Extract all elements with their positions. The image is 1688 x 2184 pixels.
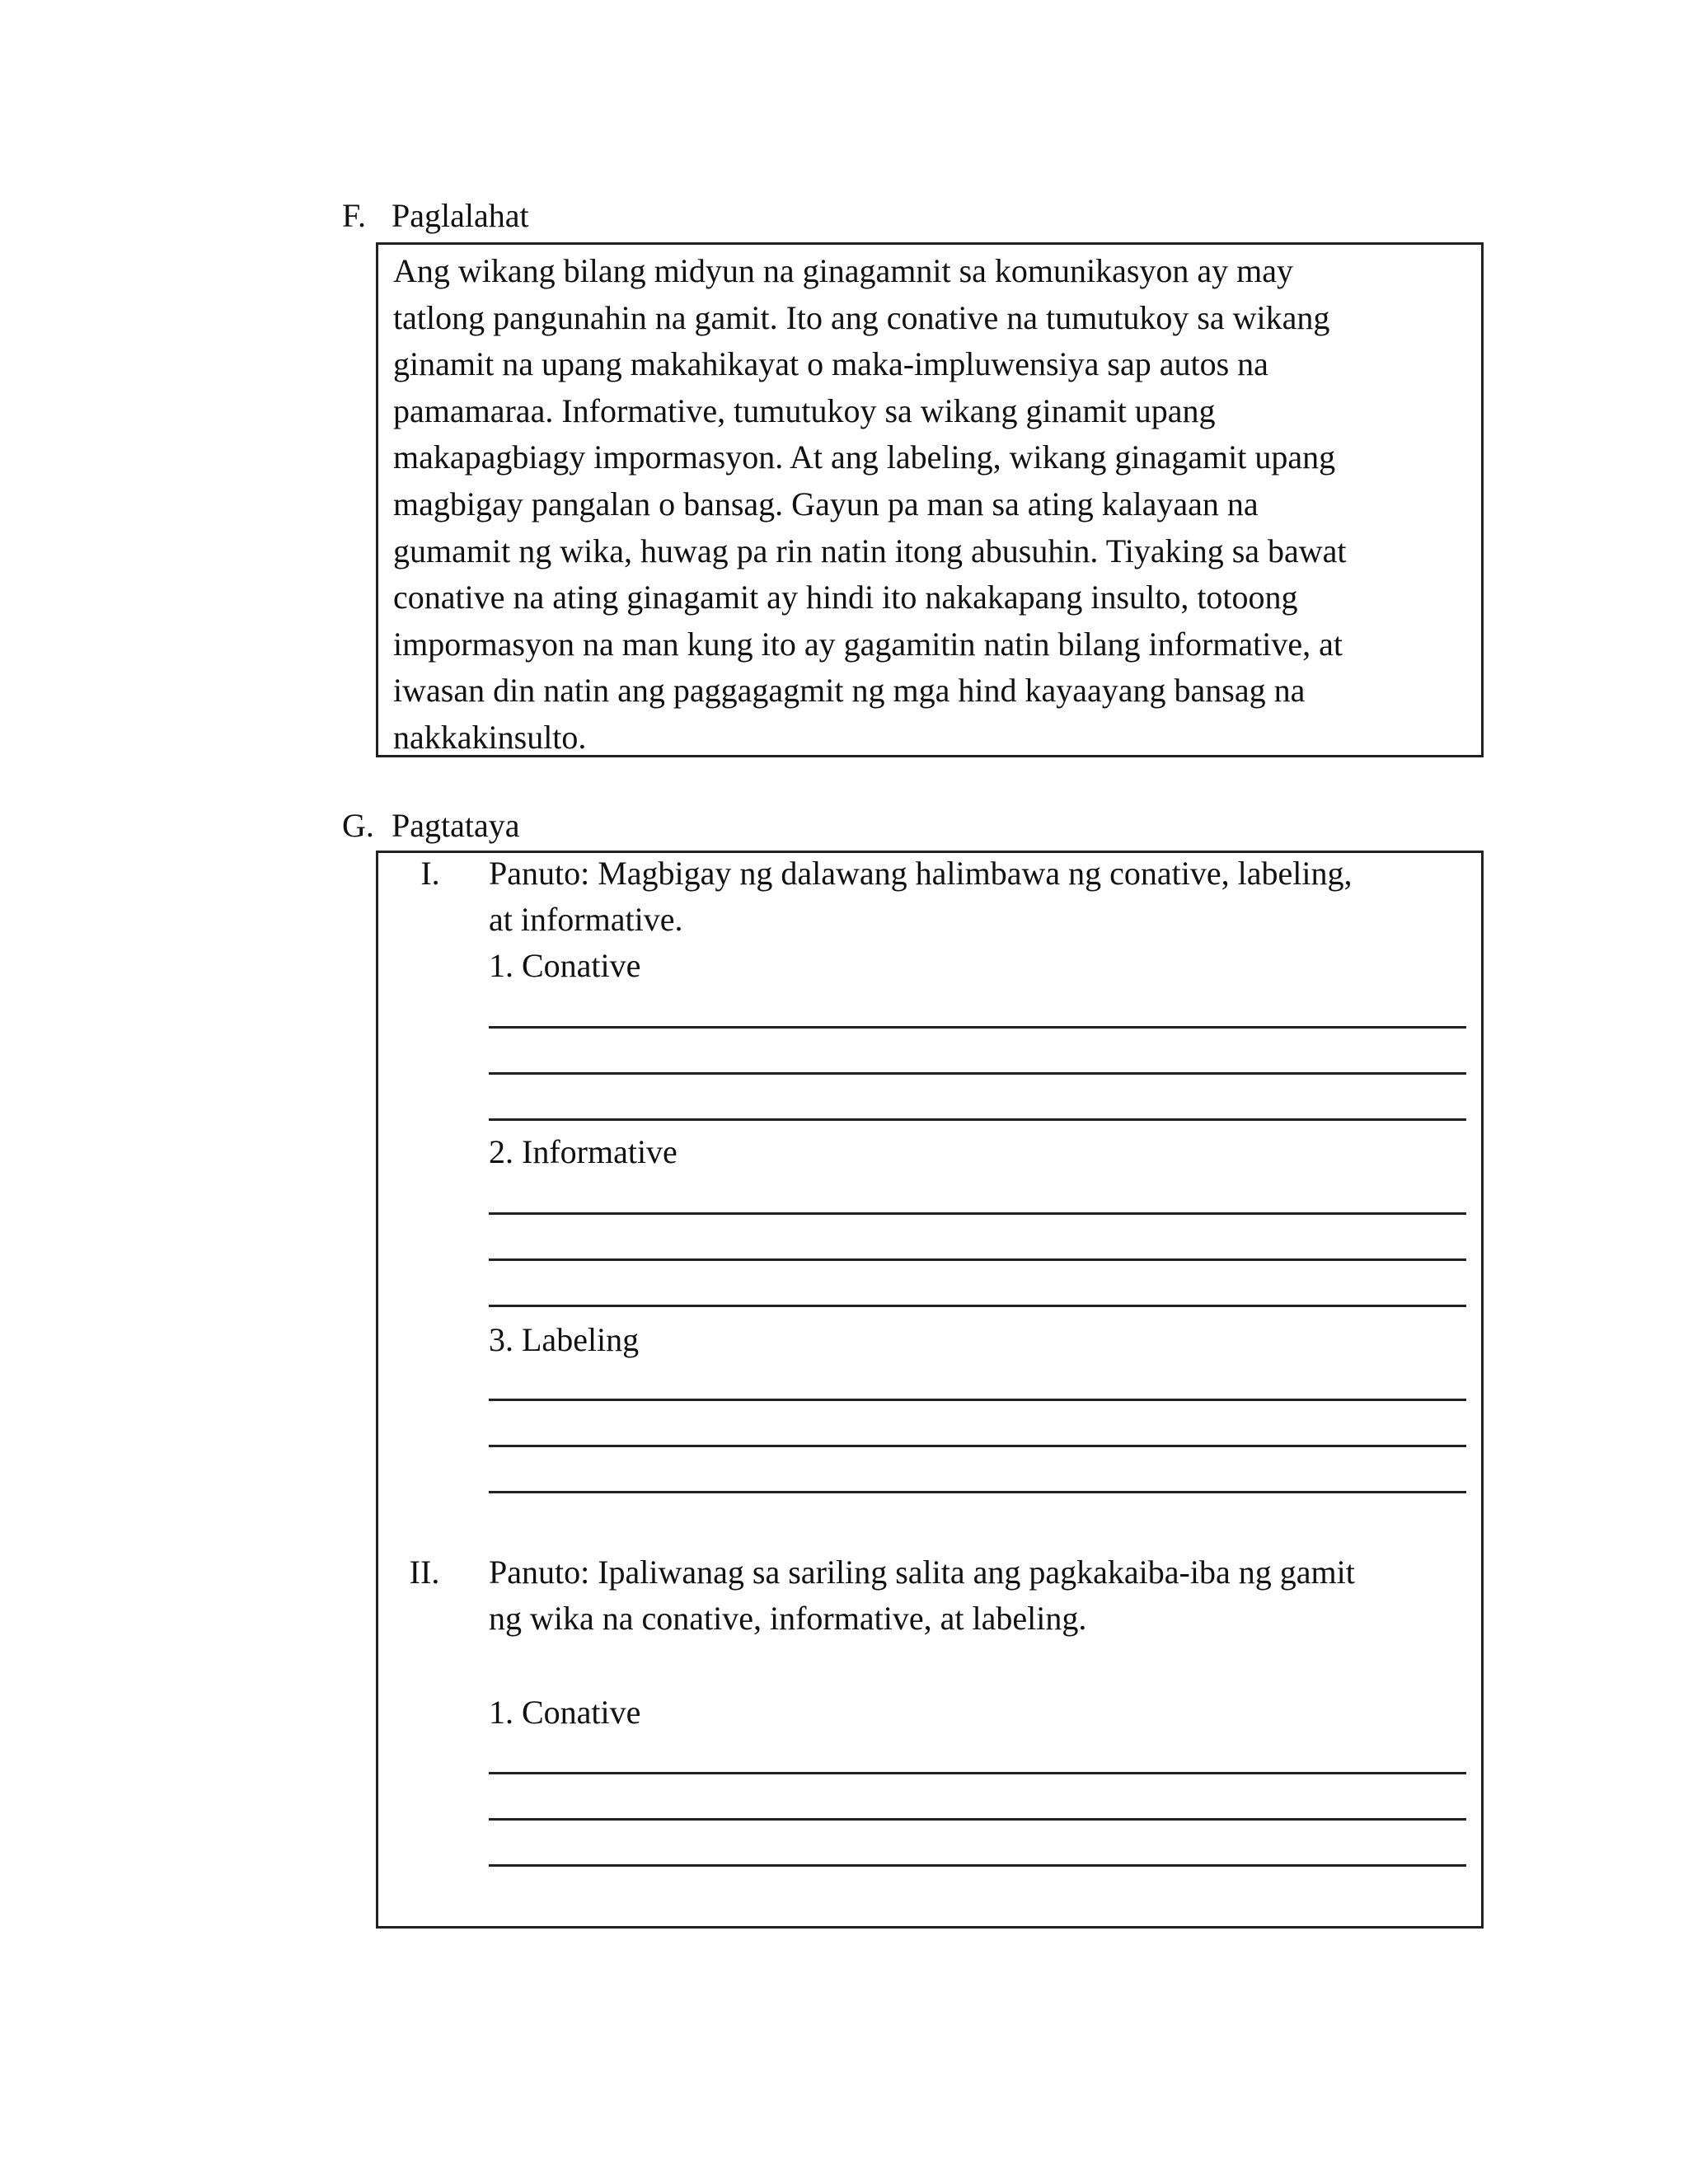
section-f-heading — [342, 196, 529, 236]
part-2-item-conative: 1. Conative — [489, 1694, 641, 1731]
answer-line[interactable] — [489, 1864, 1466, 1867]
section-f-title: Paglalahat — [392, 197, 529, 234]
answer-line[interactable] — [489, 1818, 1466, 1821]
instruction-line: Panuto: Magbigay ng dalawang halimbawa ng conative, labeling, — [489, 855, 1353, 892]
paragraph-line: Ang wikang bilang midyun na ginagamnit sa komunikasyon ay may — [393, 252, 1294, 289]
generalization-paragraph — [393, 248, 1473, 762]
section-f-letter: F. — [342, 197, 367, 234]
answer-line[interactable] — [489, 1118, 1466, 1121]
paragraph-line: makapagbiagy impormasyon. At ang labeling, wikang ginagamit upang — [393, 438, 1336, 476]
answer-line[interactable] — [489, 1491, 1466, 1493]
section-g-title: Pagtataya — [392, 807, 520, 844]
answer-line[interactable] — [489, 1399, 1466, 1401]
instruction-line: Panuto: Ipaliwanag sa sariling salita ang pagkakaiba-iba ng gamit — [489, 1554, 1355, 1591]
generalization-box — [376, 242, 1484, 757]
answer-line[interactable] — [489, 1072, 1466, 1075]
answer-line[interactable] — [489, 1026, 1466, 1029]
section-g-heading — [342, 806, 520, 846]
paragraph-line: iwasan din natin ang paggagagmit ng mga hind kayaayang bansag na — [393, 672, 1306, 710]
answer-line[interactable] — [489, 1212, 1466, 1215]
paragraph-line: nakkakinsulto. — [393, 718, 587, 756]
part-1-numeral: I. — [420, 855, 440, 892]
part-1-instruction — [489, 851, 1478, 943]
paragraph-line: impormasyon na man kung ito ay gagamitin natin bilang informative, at — [393, 625, 1343, 663]
instruction-line: ng wika na conative, informative, at labeling. — [489, 1600, 1087, 1637]
instruction-line: at informative. — [489, 901, 683, 938]
paragraph-line: magbigay pangalan o bansag. Gayun pa man sa ating kalayaan na — [393, 485, 1259, 523]
part-1-item-informative: 2. Informative — [489, 1133, 678, 1170]
paragraph-line: gumamit ng wika, huwag pa rin natin itong abusuhin. Tiyaking sa bawat — [393, 532, 1347, 569]
part-2-instruction — [489, 1549, 1478, 1642]
part-2-numeral: II. — [409, 1554, 440, 1591]
paragraph-line: conative na ating ginagamit ay hindi ito nakakapang insulto, totoong — [393, 579, 1298, 616]
part-1-item-conative: 1. Conative — [489, 947, 641, 984]
answer-line[interactable] — [489, 1258, 1466, 1261]
paragraph-line: tatlong pangunahin na gamit. Ito ang conative na tumutukoy sa wikang — [393, 298, 1330, 336]
paragraph-line: pamamaraa. Informative, tumutukoy sa wikang ginamit upang — [393, 391, 1216, 429]
section-g-letter: G. — [342, 807, 374, 844]
assessment-box — [376, 851, 1484, 1929]
paragraph-line: ginamit na upang makahikayat o maka-impluwensiya sap autos na — [393, 345, 1268, 383]
answer-line[interactable] — [489, 1445, 1466, 1447]
part-1-item-labeling: 3. Labeling — [489, 1321, 640, 1358]
answer-line[interactable] — [489, 1305, 1466, 1307]
answer-line[interactable] — [489, 1772, 1466, 1774]
